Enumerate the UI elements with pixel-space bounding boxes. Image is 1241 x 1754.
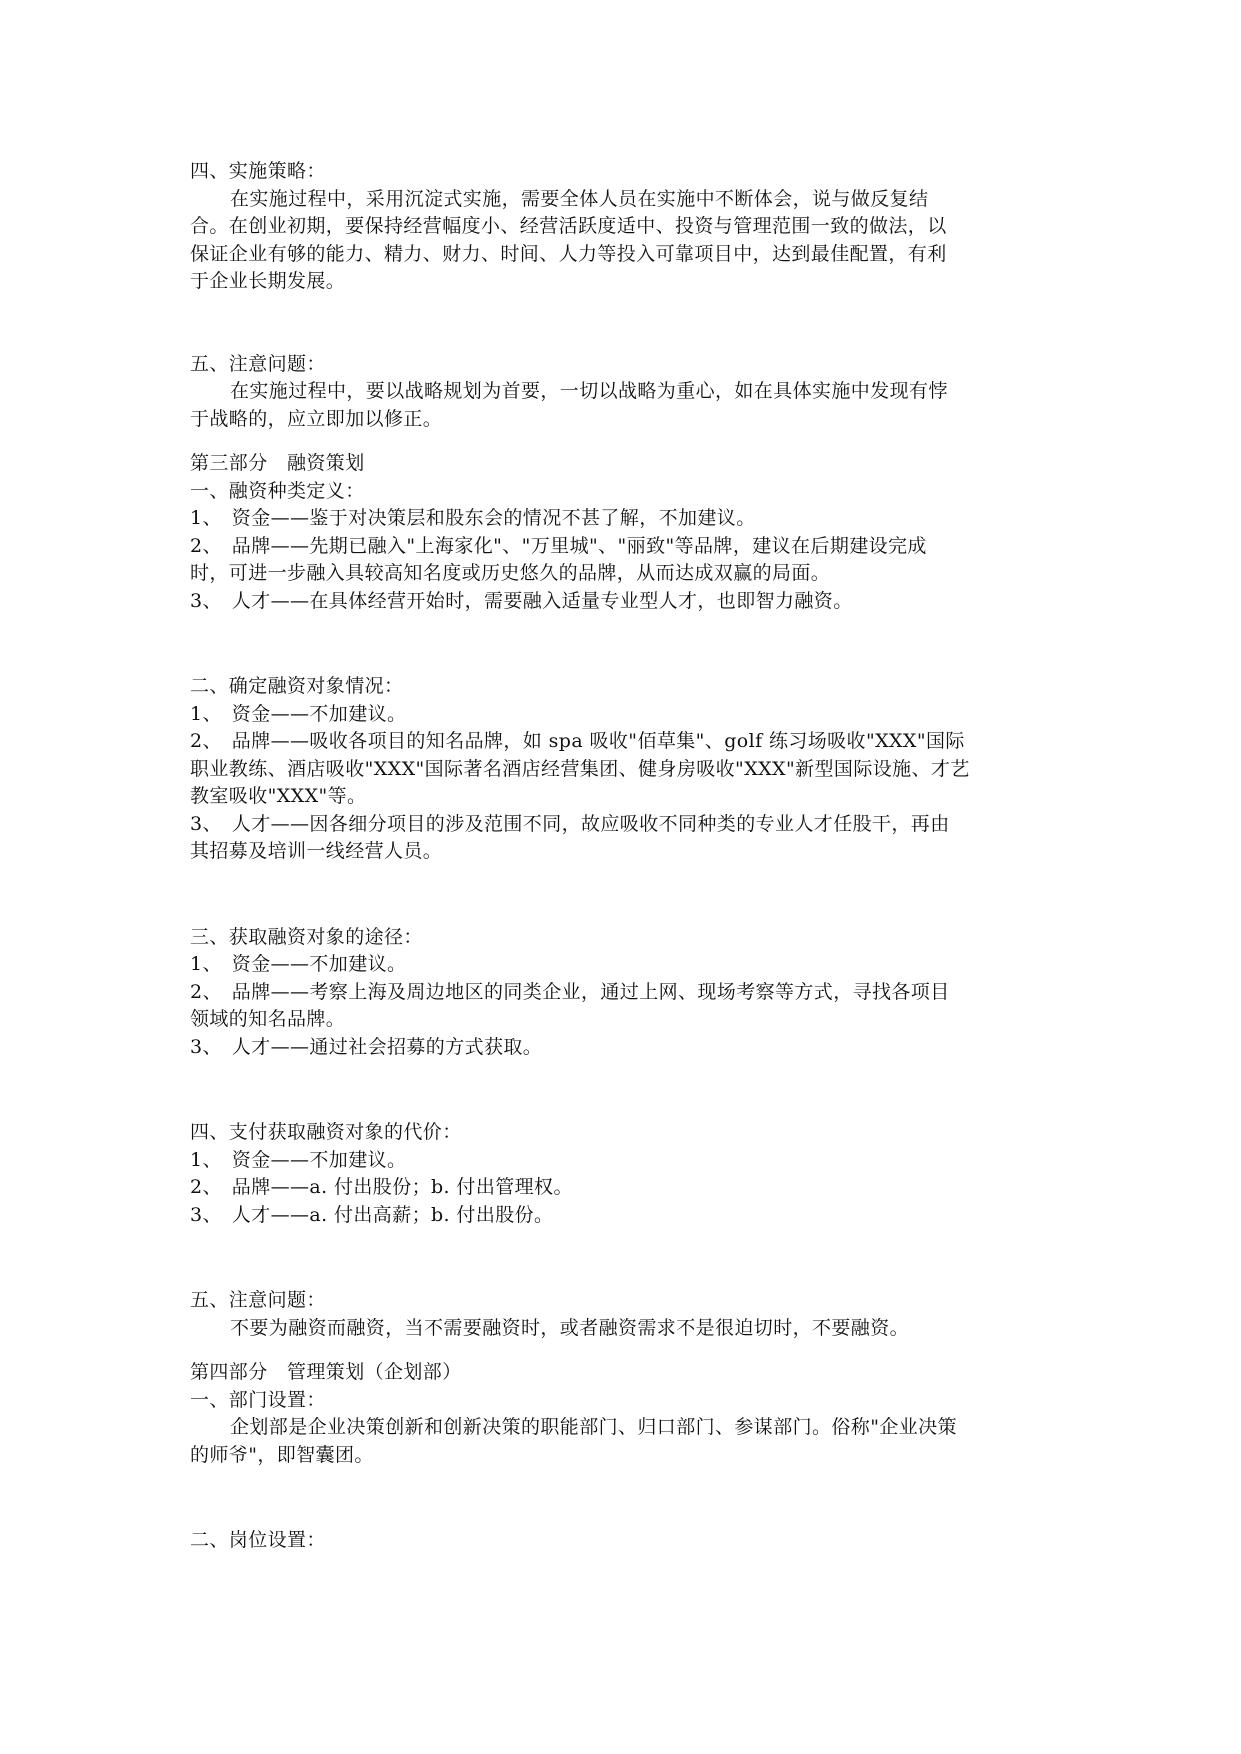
section-heading-financing-types: 一、融资种类定义： [190,479,365,502]
paragraph-line: 在实施过程中，要以战略规划为首要，一切以战略为重心，如在具体实施中发现有悖 [230,380,948,402]
spacer [190,1469,1050,1527]
list-item: 1、 资金——鉴于对决策层和股东会的情况不甚了解，不加建议。 [190,507,756,529]
part-title-management-plan: 第四部分 管理策划（企划部） [190,1361,462,1383]
list-item: 2、 品牌——吸收各项目的知名品牌，如 spa 吸收"佰草集"、golf 练习场吸收"XXX"国际 [190,730,965,752]
paragraph-line: 企划部是企业决策创新和创新决策的职能部门、归口部门、参谋部门。俗称"企业决策 [230,1416,957,1438]
list-item: 1、 资金——不加建议。 [190,953,407,975]
list-item: 3、 人才——通过社会招募的方式获取。 [190,1035,543,1058]
section-heading-financing-targets: 二、确定融资对象情况： [190,675,404,697]
paragraph-line: 的师爷"，即智囊团。 [190,1443,374,1466]
section-heading-position-setup: 二、岗位设置： [190,1529,326,1551]
paragraph-line: 合。在创业初期，要保持经营幅度小、经营活跃度适中、投资与管理范围一致的做法，以 [190,215,947,237]
section-heading-financing-channels: 三、获取融资对象的途径： [190,925,423,948]
spacer [190,1061,1050,1119]
list-item: 3、 人才——因各细分项目的涉及范围不同，故应吸收不同种类的专业人才任股干，再由 [190,812,950,835]
list-item: 2、 品牌——考察上海及周边地区的同类企业，通过上网、现场考察等方式，寻找各项目 [190,980,950,1003]
section-heading-financing-cost: 四、支付获取融资对象的代价： [190,1121,462,1143]
list-item-continued: 职业教练、酒店吸收"XXX"国际著名酒店经营集团、健身房吸收"XXX"新型国际设施、才艺 [190,757,970,780]
list-item: 2、 品牌——a. 付出股份；b. 付出管理权。 [190,1176,573,1198]
list-item-continued: 时，可进一步融入具较高知名度或历史悠久的品牌，从而达成双赢的局面。 [190,562,831,584]
spacer [190,615,1050,673]
list-item: 1、 资金——不加建议。 [190,702,407,725]
list-item-continued: 领域的知名品牌。 [190,1008,346,1030]
spacer [190,866,1050,924]
paragraph-line: 在实施过程中，采用沉淀式实施，需要全体人员在实施中不断体会，说与做反复结 [230,187,929,210]
list-item-continued: 其招募及培训一线经营人员。 [190,840,443,862]
list-item: 3、 人才——a. 付出高薪；b. 付出股份。 [190,1203,554,1226]
section-heading-implementation-strategy: 四、实施策略： [190,160,326,182]
document-body [190,158,1050,1555]
list-item: 3、 人才——在具体经营开始时，需要融入适量专业型人才，也即智力融资。 [190,589,853,612]
list-item: 2、 品牌——先期已融入"上海家化"、"万里城"、"丽致"等品牌，建议在后期建设完成 [190,534,927,557]
section-heading-notes: 五、注意问题： [190,352,326,375]
list-item: 1、 资金——不加建议。 [190,1148,407,1171]
section-heading-financing-notes: 五、注意问题： [190,1289,326,1311]
paragraph-line: 于战略的，应立即加以修正。 [190,407,443,430]
spacer [190,1342,1050,1359]
spacer [190,1229,1050,1287]
list-item-continued: 教室吸收"XXX"等。 [190,785,367,807]
spacer [190,296,1050,351]
spacer [190,433,1050,450]
paragraph-line: 于企业长期发展。 [190,270,346,292]
paragraph-line: 不要为融资而融资，当不需要融资时，或者融资需求不是很迫切时，不要融资。 [230,1316,910,1339]
paragraph-line: 保证企业有够的能力、精力、财力、时间、人力等投入可靠项目中，达到最佳配置，有利 [190,242,947,265]
part-title-financing-plan: 第三部分 融资策划 [190,452,365,474]
section-heading-department-setup: 一、部门设置： [190,1388,326,1411]
